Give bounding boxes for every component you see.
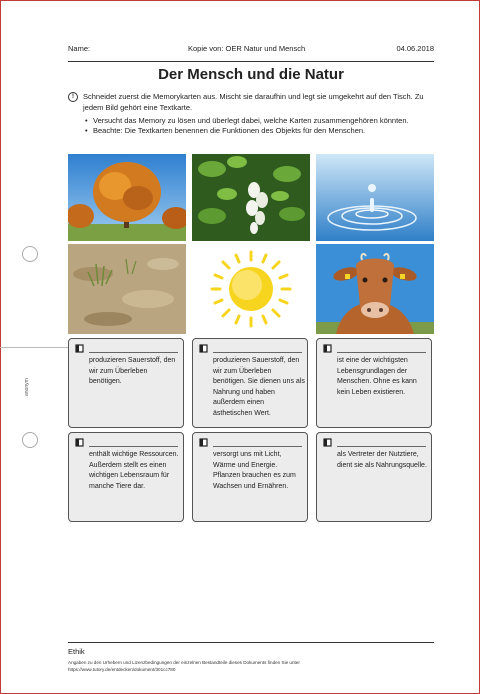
date-label: 04.06.2018 (396, 44, 434, 53)
footer-divider (68, 642, 434, 643)
info-icon: ! (68, 92, 78, 102)
punch-hole-marker (22, 432, 38, 448)
answer-blank (89, 352, 178, 353)
text-card (316, 338, 432, 428)
instructions-list (83, 116, 438, 136)
card-text: produzieren Sauerstoff, den wir zum Überleben benötigen. Sie dienen uns als Nahrung und haben außerdem einen ästhetischen Wert. (213, 357, 305, 417)
water-drop-image (316, 154, 434, 241)
card-text: enthält wichtige Ressourcen. Außerdem stellt es einen wichtigen Lebensraum für manche Tiere dar. (89, 451, 179, 490)
sun-image (192, 244, 310, 334)
footer-license-note (68, 659, 434, 673)
license-note-link[interactable]: https://www.tutory.de/entdecken/dokument/301cc780 (68, 667, 176, 672)
text-card (68, 338, 184, 428)
tree-image (68, 154, 186, 241)
text-card (192, 432, 308, 522)
name-label: Name: (68, 44, 91, 53)
footer-subject: Ethik (68, 647, 85, 656)
card-text: versorgt uns mit Licht, Wärme und Energie. Pflanzen brauchen es zum Wachsen und Ernähren. (213, 451, 296, 490)
cow-image (316, 244, 434, 334)
instructions-intro: Schneidet zuerst die Memorykarten aus. Mischt sie daraufhin und legt sie umgekehrt auf den Tisch. Zu jedem Bild gehört eine Textkarte. (83, 92, 424, 112)
answer-blank (213, 352, 302, 353)
worksheet-header (68, 44, 434, 58)
card-text: als Vertreter der Nutztiere, dient sie als Nahrungsquelle. (337, 451, 427, 469)
license-note-text: Angaben zu den Urhebern und Lizenzbedingungen der einzelnen Bestandteile dieses Dokuments finden Sie unter (68, 660, 300, 665)
page-title: Der Mensch und die Natur (158, 66, 344, 83)
instruction-bullet: • Beachte: Die Textkarten benennen die Funktionen des Objekts für den Menschen. (83, 126, 438, 136)
punch-hole-marker (22, 246, 38, 262)
book-icon (323, 344, 332, 353)
book-icon (323, 438, 332, 447)
answer-blank (337, 446, 426, 447)
header-divider (68, 61, 434, 62)
book-icon (75, 344, 84, 353)
text-card (316, 432, 432, 522)
answer-blank (337, 352, 426, 353)
answer-blank (89, 446, 178, 447)
book-icon (75, 438, 84, 447)
book-icon (199, 438, 208, 447)
answer-blank (213, 446, 302, 447)
author-side-label: anonym (24, 378, 30, 396)
acacia-blossom-image (192, 154, 310, 241)
card-text: produzieren Sauerstoff, den wir zum Überleben benötigen. (89, 357, 176, 385)
text-card (192, 338, 308, 428)
fold-line (0, 347, 68, 348)
copy-source-label: Kopie von: OER Natur und Mensch (188, 44, 306, 53)
book-icon (199, 344, 208, 353)
card-text: ist eine der wichtigsten Lebensgrundlagen der Menschen. Ohne es kann kein Leben existieren. (337, 357, 417, 396)
dry-soil-image (68, 244, 186, 334)
text-card (68, 432, 184, 522)
instruction-bullet: • Versucht das Memory zu lösen und überlegt dabei, welche Karten zusammengehören könnten. (83, 116, 438, 126)
